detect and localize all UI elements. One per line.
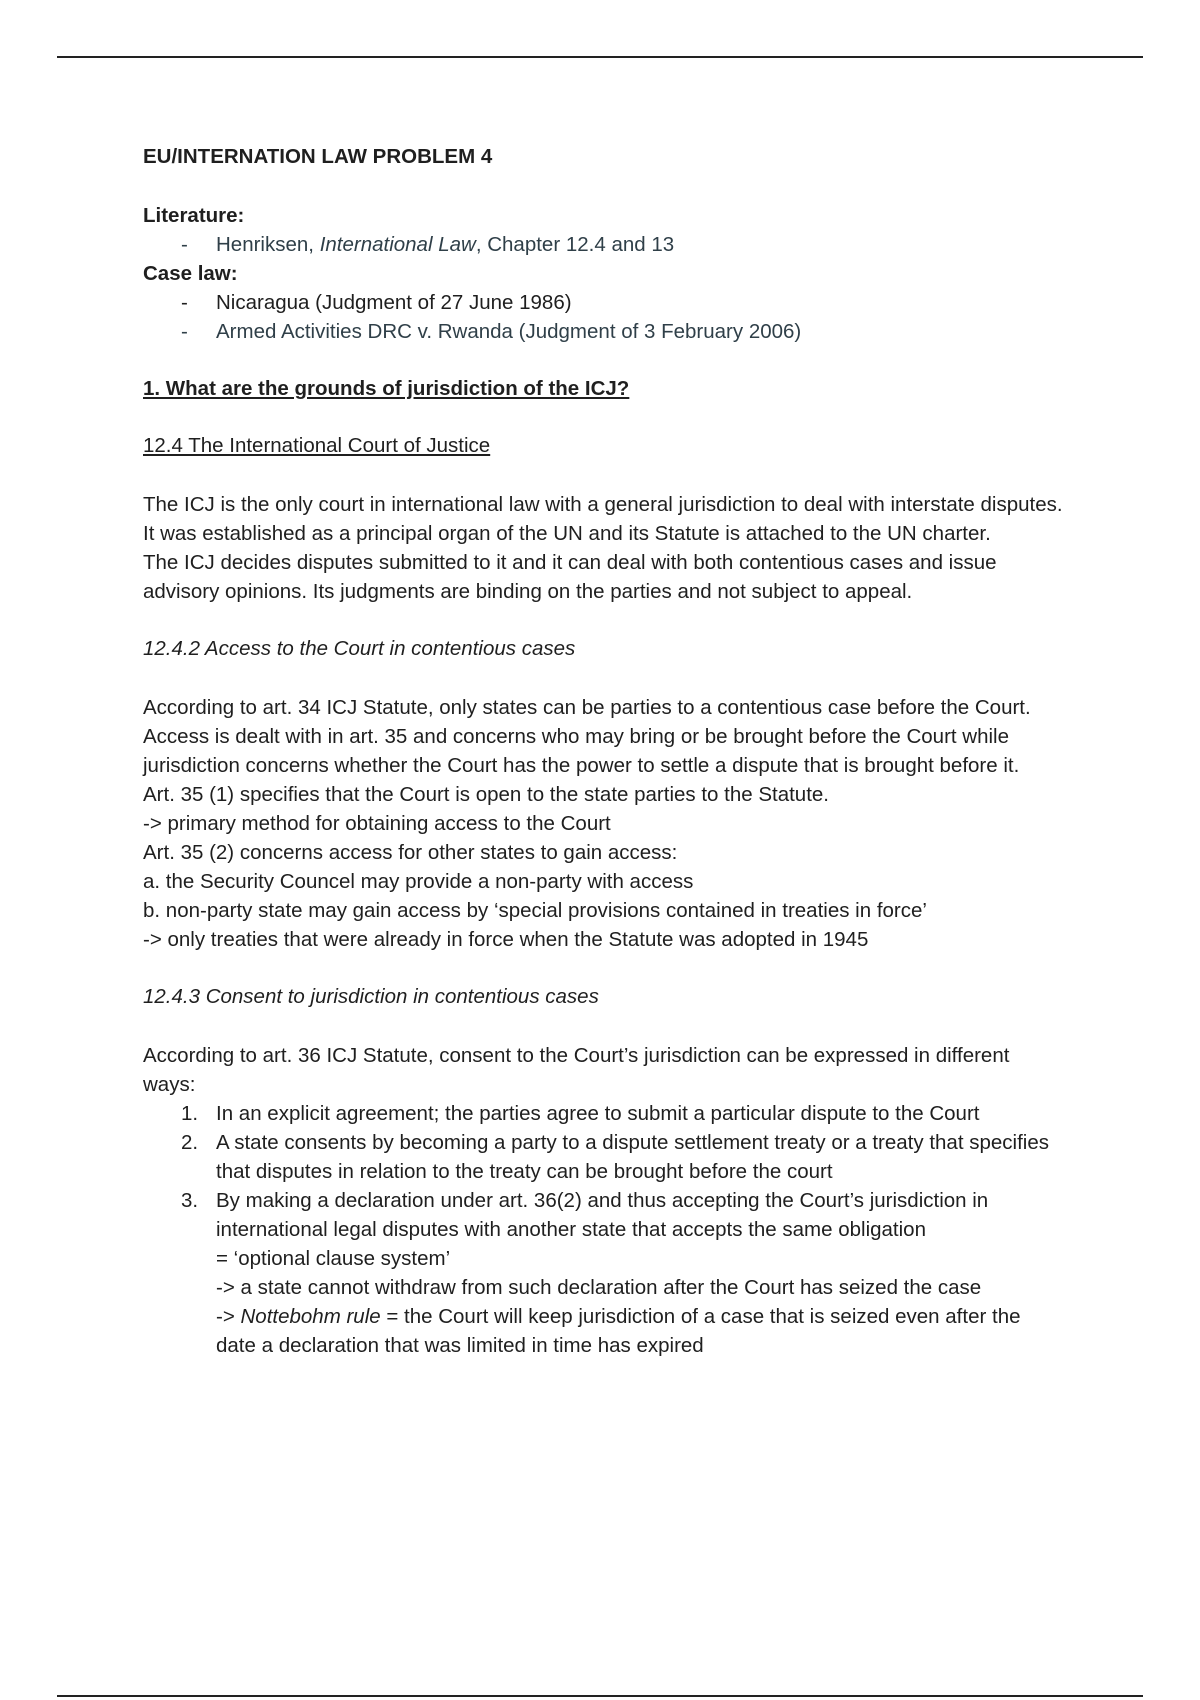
list-item: - Nicaragua (Judgment of 27 June 1986) <box>143 288 1063 317</box>
paragraph: Art. 35 (2) concerns access for other states to gain access: <box>143 841 678 864</box>
question-heading: 1. What are the grounds of jurisdiction of the ICJ? <box>143 377 630 400</box>
paragraph: -> only treaties that were already in force when the Statute was adopted in 1945 <box>143 928 869 951</box>
paragraph: According to art. 34 ICJ Statute, only states can be parties to a contentious case before the Court. Access is dealt with in art. 35 and concerns who may bring or be brought before the Court while jurisdiction concerns whether the Court has the power to settle a dispute that is brought before it. <box>143 696 1031 777</box>
header-rule <box>57 56 1143 58</box>
consent-list <box>143 1099 1063 1360</box>
footer-rule <box>57 1695 1143 1697</box>
paragraph: -> primary method for obtaining access to the Court <box>143 812 611 835</box>
section-heading-12-4-3: 12.4.3 Consent to jurisdiction in contentious cases <box>143 985 599 1008</box>
literature-list <box>143 230 1063 259</box>
case-law-label: Case law: <box>143 262 238 285</box>
paragraph: The ICJ decides disputes submitted to it and it can deal with both contentious cases and issue advisory opinions. Its judgments are binding on the parties and not subject to appeal. <box>143 551 997 603</box>
document-title: EU/INTERNATION LAW PROBLEM 4 <box>143 145 493 168</box>
case-law-list <box>143 288 1063 346</box>
paragraph: According to art. 36 ICJ Statute, consent to the Court’s jurisdiction can be expressed in different ways: <box>143 1044 1010 1096</box>
list-item: - Henriksen, International Law, Chapter 12.4 and 13 <box>143 230 1063 259</box>
section-heading-12-4: 12.4 The International Court of Justice <box>143 434 491 457</box>
list-item: 3. By making a declaration under art. 36(2) and thus accepting the Court’s jurisdiction in international legal disputes with another state that accepts the same obligation = ‘optional clause system’ -> a state cannot withdraw from such declaration after the Court has seized the case -> Nottebohm rule = the Court will keep jurisdiction of a case that is seized even after the date a declaration that was limited in time has expired <box>181 1189 1021 1357</box>
literature-label: Literature: <box>143 204 245 227</box>
list-item: 2. A state consents by becoming a party to a dispute settlement treaty or a treaty that specifies that disputes in relation to the treaty can be brought before the court <box>181 1131 1049 1183</box>
paragraph: The ICJ is the only court in international law with a general jurisdiction to deal with interstate disputes. It was established as a principal organ of the UN and its Statute is attached to the UN charter. <box>143 493 1063 545</box>
paragraph: a. the Security Councel may provide a non-party with access <box>143 870 694 893</box>
paragraph: b. non-party state may gain access by ‘special provisions contained in treaties in force’ <box>143 899 927 922</box>
paragraph: Art. 35 (1) specifies that the Court is open to the state parties to the Statute. <box>143 783 829 806</box>
section-heading-12-4-2: 12.4.2 Access to the Court in contentious cases <box>143 637 576 660</box>
list-item: 1. In an explicit agreement; the parties agree to submit a particular dispute to the Court <box>181 1102 980 1125</box>
list-item: - Armed Activities DRC v. Rwanda (Judgment of 3 February 2006) <box>143 317 1063 346</box>
document-page <box>143 142 1063 1360</box>
